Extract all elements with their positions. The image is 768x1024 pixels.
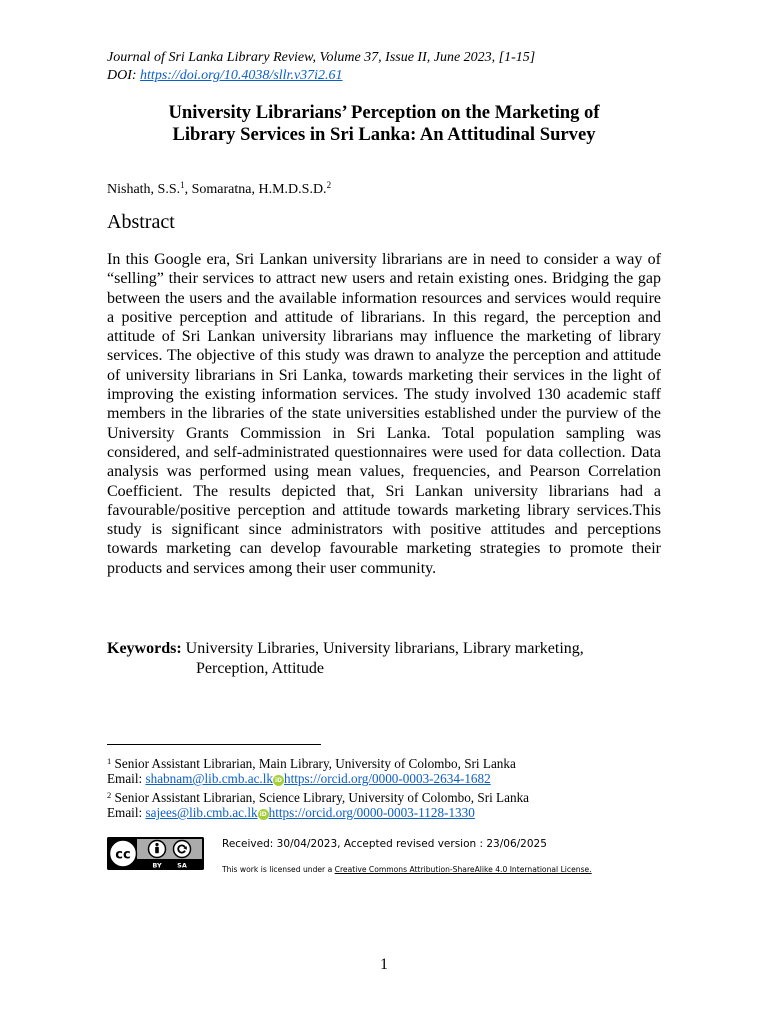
cc-by-sa-icon[interactable] [107,837,204,870]
keywords-line-2: Perception, Attitude [196,660,324,677]
footnote-1-text: Senior Assistant Librarian, Main Library, University of Colombo, Sri Lanka [114,756,516,771]
footnote-2-contact [107,804,475,821]
title-line-1: University Librarians’ Perception on the Marketing of [168,102,600,123]
doi-link[interactable]: https://doi.org/10.4038/sllr.v37i2.61 [140,68,343,83]
author-2-affil-mark: 2 [326,180,332,190]
footnote-2-orcid-link[interactable]: https://orcid.org/0000-0003-1128-1330 [268,805,475,820]
footnote-1-orcid-link[interactable]: https://orcid.org/0000-0003-2634-1682 [283,771,491,786]
svg-text:SA: SA [177,861,187,870]
author-1: Nishath, S.S. [107,182,181,197]
author-separator: , [184,182,192,197]
abstract-heading: Abstract [107,211,175,233]
footnote-2-text: Senior Assistant Librarian, Science Library, University of Colombo, Sri Lanka [114,790,530,805]
footnote-1-email-link[interactable]: shabnam@lib.cmb.ac.lk [145,771,273,786]
doi-label: DOI: [107,68,137,83]
author-list [107,176,331,199]
svg-text:cc: cc [115,847,131,863]
doi-line [107,66,343,85]
svg-text:BY: BY [152,861,162,870]
paper-title [107,102,661,146]
footnote-1-email-label: Email: [107,771,146,786]
footnote-2-email-label: Email: [107,805,146,820]
license-notice [222,864,592,875]
author-1-affil-mark: 1 [180,180,185,190]
keywords-line-1: University Libraries, University librarians, Library marketing, [185,640,584,657]
journal-citation: Journal of Sri Lanka Library Review, Volume 37, Issue II, June 2023, [1-15] [107,50,536,65]
footnote-1-mark: 1 [107,756,112,766]
license-prefix: This work is licensed under a [222,865,335,874]
footnote-2-mark: 2 [107,790,112,800]
cc-by-sa-graphic [107,837,204,870]
keywords-label: Keywords: [107,640,182,657]
license-link[interactable]: Creative Commons Attribution-ShareAlike 4.0 International License. [334,865,592,874]
author-2: Somaratna, H.M.D.S.D. [191,182,327,197]
footnote-1-contact [107,770,491,787]
orcid-icon: iD [274,777,282,784]
footnote-divider [107,744,321,745]
abstract-text: In this Google era, Sri Lankan university librarians are in need to consider a way of “selling” their services to attract new users and retain existing ones. Bridging the gap between the users and the available information resources and services would require a positive perception and attitude of librarians. In this regard, the perception and attitude of Sri Lankan university librarians may influence the marketing of library services. The objective of this study was drawn to analyze the perception and attitude of university librarians in Sri Lanka, towards marketing their services in the light of improving the existing information services. The study involved 130 academic staff members in the libraries of the state universities established under the purview of the University Grants Commission in Sri Lanka. Total population sampling was considered, and self-administrated questionnaires were used for data collection. Data analysis was performed using mean values, frequencies, and Pearson Correlation Coefficient. The results depicted that, Sri Lankan university librarians had a favourable/positive perception and attitude towards marketing library services.This study is significant since administrators with positive attitudes and perceptions towards marketing can develop favourable marketing strategies to promote their products and services among their user community. [107,251,661,577]
received-dates: Received: 30/04/2023, Accepted revised version : 23/06/2025 [222,838,547,850]
footnote-2-email-link[interactable]: sajees@lib.cmb.ac.lk [145,805,258,820]
page-number: 1 [380,956,388,973]
title-line-2: Library Services in Sri Lanka: An Attitudinal Survey [172,124,596,145]
orcid-icon: iD [259,811,267,818]
keywords-block [107,639,667,679]
